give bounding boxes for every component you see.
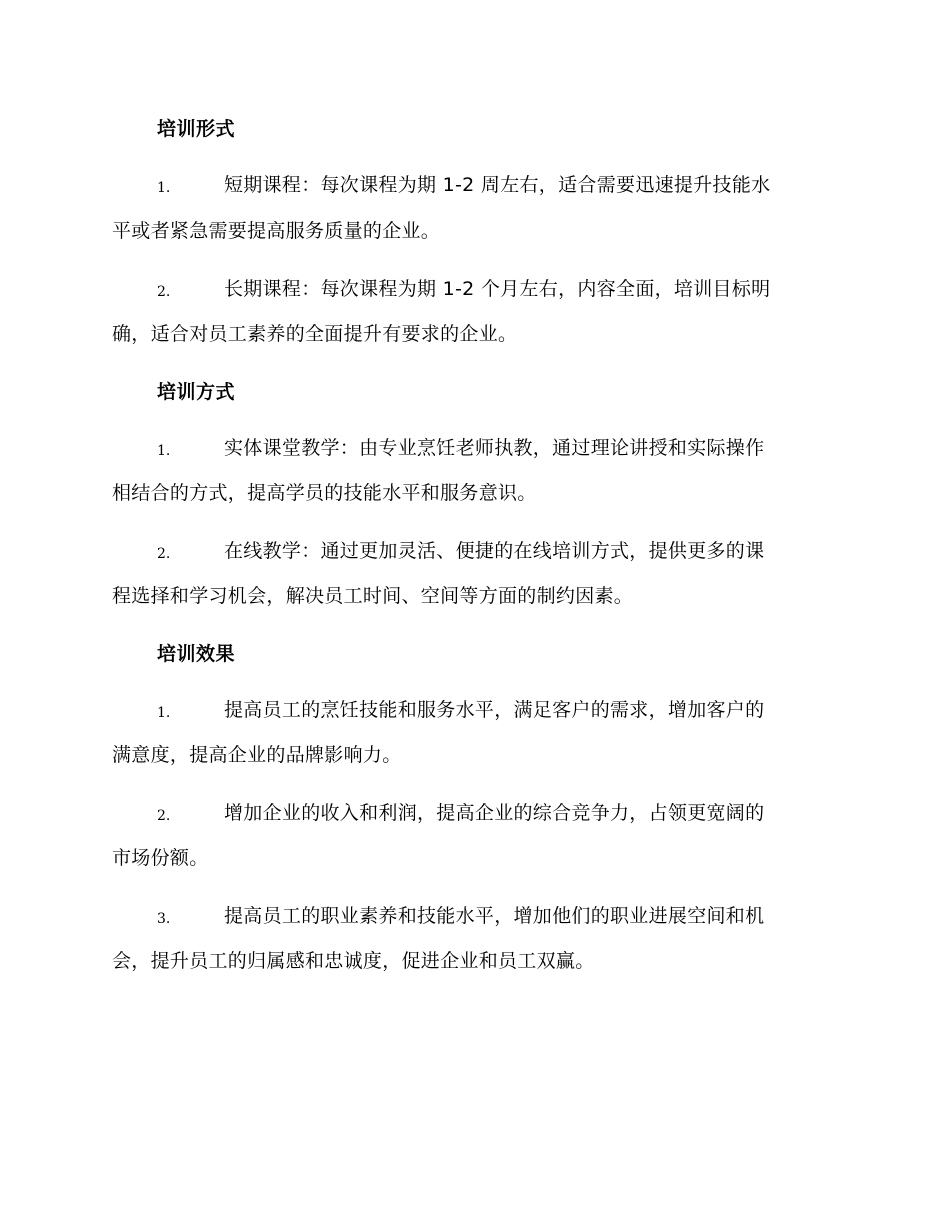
- list-item-text-line1: 短期课程：每次课程为期 1-2 周左右，适合需要迅速提升技能水: [224, 174, 771, 196]
- list-item-number: 1.: [157, 705, 171, 721]
- list-item-number: 1.: [157, 443, 171, 459]
- list-item-text-line2: 确，适合对员工素养的全面提升有要求的企业。: [112, 323, 518, 345]
- list-item-text-line1: 在线教学：通过更加灵活、便捷的在线培训方式，提供更多的课: [224, 540, 765, 562]
- section-heading: 培训效果: [157, 643, 236, 665]
- list-item-text-line1: 长期课程：每次课程为期 1-2 个月左右，内容全面，培训目标明: [224, 278, 771, 300]
- section-heading: 培训形式: [157, 118, 236, 140]
- list-item-text-line1: 提高员工的烹饪技能和服务水平，满足客户的需求，增加客户的: [224, 699, 765, 721]
- list-item-number: 3.: [157, 911, 171, 927]
- list-item-number: 2.: [157, 284, 171, 300]
- list-item-text-line1: 增加企业的收入和利润，提高企业的综合竞争力，占领更宽阔的: [224, 802, 765, 824]
- list-item-text-line2: 相结合的方式，提高学员的技能水平和服务意识。: [112, 482, 537, 504]
- list-item-number: 2.: [157, 808, 171, 824]
- section-heading: 培训方式: [157, 381, 236, 403]
- list-item-text-line2: 平或者紧急需要提高服务质量的企业。: [112, 220, 441, 242]
- list-item-text-line2: 满意度，提高企业的品牌影响力。: [112, 744, 402, 766]
- list-item-text-line2: 会，提升员工的归属感和忠诚度，促进企业和员工双赢。: [112, 950, 595, 972]
- list-item-text-line2: 程选择和学习机会，解决员工时间、空间等方面的制约因素。: [112, 585, 634, 607]
- list-item-text-line2: 市场份额。: [112, 847, 209, 869]
- list-item-text-line1: 提高员工的职业素养和技能水平，增加他们的职业进展空间和机: [224, 905, 765, 927]
- list-item-text-line1: 实体课堂教学：由专业烹饪老师执教，通过理论讲授和实际操作: [224, 437, 765, 459]
- list-item-number: 2.: [157, 546, 171, 562]
- list-item-number: 1.: [157, 180, 171, 196]
